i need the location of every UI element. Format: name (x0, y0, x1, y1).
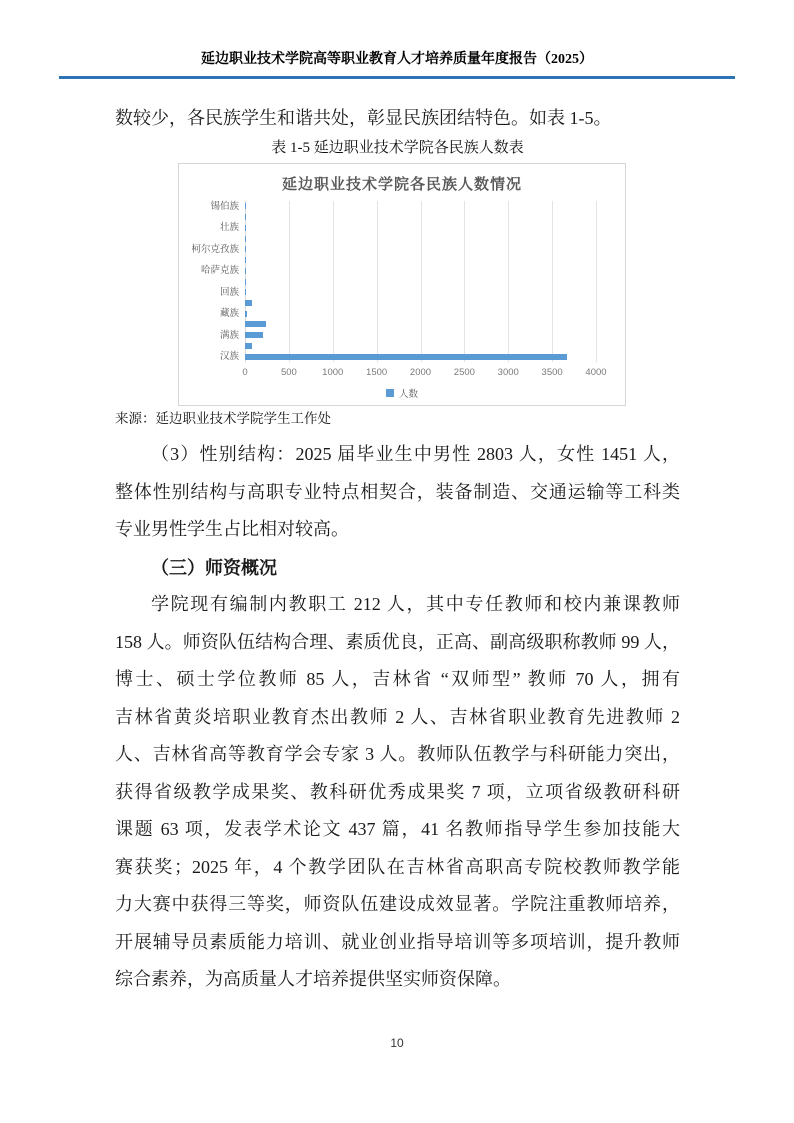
header-rule (59, 76, 735, 79)
chart-x-tick-label: 2500 (453, 367, 475, 378)
paragraph-line: 综合素养，为高质量人才培养提供坚实师资保障。 (115, 969, 511, 989)
paragraph-faculty-overview (115, 586, 680, 999)
chart-gridline (421, 201, 422, 362)
paragraph-line: 学院现有编制内教职工 212 人，其中专任教师和校内兼课教师 (151, 594, 680, 614)
chart-x-tick-label: 3000 (497, 367, 519, 378)
chart-bar (245, 300, 252, 306)
page-number: 10 (390, 1036, 404, 1050)
chart-x-tick-label: 2000 (409, 367, 432, 378)
chart-category-label: 回族 (219, 286, 239, 298)
paragraph-line: 力大赛中获得三等奖，师资队伍建设成效显著。学院注重教师培养， (115, 894, 680, 914)
chart-bar (245, 311, 247, 317)
chart-gridline (333, 201, 334, 362)
paragraph-line: 人、吉林省高等教育学会专家 3 人。教师队伍教学与科研能力突出， (115, 744, 680, 764)
legend-series-label: 人数 (398, 389, 418, 400)
chart-x-tick-label: 3500 (541, 367, 563, 378)
paragraph-line: 获得省级教学成果奖、教科研优秀成果奖 7 项，立项省级教研科研 (115, 781, 680, 802)
source-note: 来源：延边职业技术学院学生工作处 (115, 411, 331, 426)
paragraph-line: 赛获奖；2025 年，4 个教学团队在吉林省高职高专院校教师教学能 (115, 856, 680, 877)
paragraph-line: 博士、硕士学位教师 85 人，吉林省 “双师型” 教师 70 人，拥有 (115, 669, 680, 689)
paragraph-line: 整体性别结构与高职专业特点相契合，装备制造、交通运输等工科类 (115, 481, 680, 502)
ethnic-population-chart (178, 163, 626, 406)
chart-gridline (508, 201, 509, 362)
chart-bar (245, 203, 246, 209)
chart-bar (245, 332, 263, 338)
chart-category-label: 藏族 (219, 308, 239, 320)
paragraph-line: 专业男性学生占比相对较高。 (115, 519, 349, 539)
chart-bar (245, 246, 246, 252)
chart-x-tick-label: 4000 (585, 367, 607, 378)
chart-bar (245, 321, 266, 327)
paragraph-line: 课题 63 项，发表学术论文 437 篇，41 名教师指导学生参加技能大 (115, 819, 680, 839)
chart-bar (245, 236, 246, 242)
chart-x-tick-label: 500 (280, 367, 297, 378)
paragraph-line: 吉林省黄炎培职业教育杰出教师 2 人、吉林省职业教育先进教师 2 (115, 706, 680, 727)
intro-paragraph-line: 数较少，各民族学生和谐共处，彰显民族团结特色。如表 1-5。 (115, 108, 612, 128)
chart-bar (245, 214, 246, 220)
chart-legend (179, 386, 625, 400)
chart-x-tick-label: 1000 (322, 367, 344, 378)
table-caption: 表 1-5 延边职业技术学院各民族人数表 (271, 140, 524, 156)
chart-gridline (464, 201, 465, 362)
report-header-title: 延边职业技术学院高等职业教育人才培养质量年度报告（2025） (201, 52, 593, 67)
paragraph-line: 开展辅导员素质能力培训、就业创业指导培训等多项培训，提升教师 (115, 931, 680, 952)
chart-gridline (377, 201, 378, 362)
paragraph-gender-structure (115, 436, 680, 549)
chart-gridline (289, 201, 290, 362)
chart-bar (245, 279, 246, 285)
paragraph-line: （3）性别结构：2025 届毕业生中男性 2803 人，女性 1451 人， (151, 444, 680, 464)
section-heading-faculty: （三）师资概况 (151, 558, 277, 578)
chart-gridline (552, 201, 553, 362)
chart-category-label: 满族 (219, 329, 239, 341)
chart-x-tick-label: 1500 (366, 367, 388, 378)
chart-category-label: 汉族 (219, 351, 239, 363)
paragraph-line: 158 人。师资队伍结构合理、素质优良，正高、副高级职称教师 99 人， (115, 631, 680, 652)
chart-plot-area (245, 201, 596, 362)
chart-category-label: 锡伯族 (210, 200, 239, 212)
chart-category-label: 哈萨克族 (200, 265, 239, 277)
chart-title: 延边职业技术学院各民族人数情况 (281, 176, 522, 193)
chart-gridline (596, 201, 597, 362)
chart-category-label: 壮族 (219, 222, 239, 234)
chart-x-tick-label: 0 (242, 367, 248, 378)
chart-bar (245, 268, 246, 274)
chart-category-label: 柯尔克孜族 (191, 243, 239, 255)
chart-bar (245, 225, 246, 231)
chart-bar (245, 354, 567, 360)
legend-color-swatch (386, 389, 394, 397)
chart-bar (245, 257, 246, 263)
chart-bar (245, 289, 246, 295)
chart-bar (245, 343, 252, 349)
